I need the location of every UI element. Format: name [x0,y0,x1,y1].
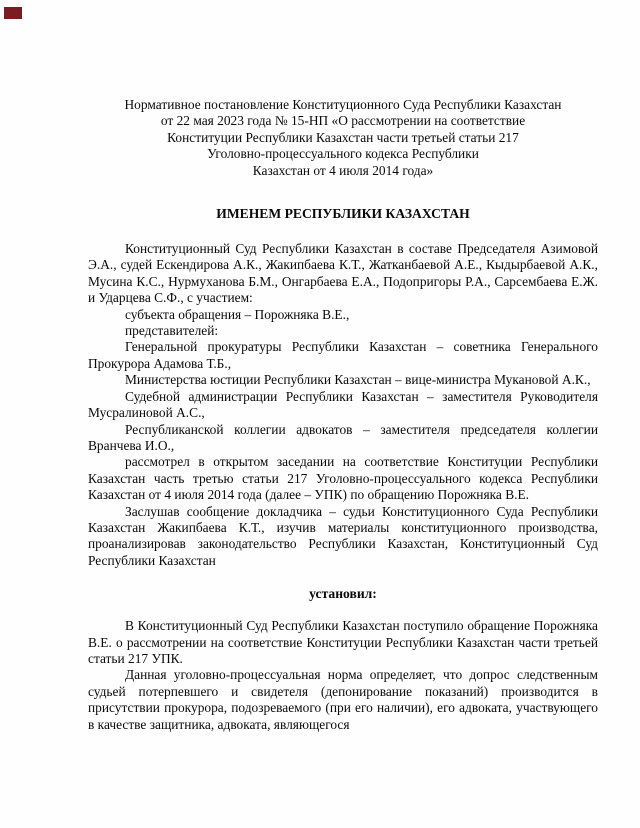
paragraph-representative-bar: Республиканской коллегии адвокатов – заместителя председателя коллегии Вранчева И.О., [88,421,598,453]
header-line: Конституции Республики Казахстан части третьей статьи 217 [167,129,519,145]
header-line: от 22 мая 2023 года № 15-НП «О рассмотрении на соответствие [160,113,526,129]
paragraph-representatives-label: представителей: [125,323,219,339]
paragraph-representative-justice: Министерства юстиции Республики Казахстан – вице-министра Мукановой А.К., [125,372,591,388]
paragraph-considered: рассмотрел в открытом заседании на соответствие Конституции Республики Казахстан часть третью статьи 217 Уголовно-процессуального кодекса Республики Казахстан от 4 июля 2014 года (далее – УПК) по обращению Порожняка В.Е. [88,454,598,503]
paragraph-representative-judicial-admin: Судебной администрации Республики Казахстан – заместителя Руководителя Мусралиновой А.С., [88,388,598,421]
ruling-heading: установил: [309,586,377,602]
corner-marker [4,7,22,19]
document-title: ИМЕНЕМ РЕСПУБЛИКИ КАЗАХСТАН [216,206,470,222]
document-body [88,241,598,733]
paragraph-ruling-1: В Конституционный Суд Республики Казахстан поступило обращение Порожняка В.Е. о рассмотрении на соответствие Конституции Республики Казахстан части третьей статьи 217 УПК. [88,618,598,666]
paragraph-representative-prosecutor: Генеральной прокуратуры Республики Казахстан – советника Генерального Прокурора Адамова Т.Б., [88,339,598,371]
document-header [88,97,598,179]
paragraph-court-composition: Конституционный Суд Республики Казахстан в составе Председателя Азимовой Э.А., судей Ескендирова А.К., Жакипбаева К.Т., Жатканбаевой А.Е., Кыдырбаевой А.К., Мусина К.С., Нурмуханова Б.М., Онгарбаева Е.А., Подопригоры Р.А., Сарсембаева Е.Ж. и Ударцева С.Ф., с участием: [88,241,598,306]
header-line: Уголовно-процессуального кодекса Республики [207,146,479,162]
paragraph-applicant: субъекта обращения – Порожняка В.Е., [125,306,350,322]
header-line: Нормативное постановление Конституционного Суда Республики Казахстан [124,97,562,112]
paragraph-ruling-2: Данная уголовно-процессуальная норма определяет, что допрос следственным судьей потерпевшего и свидетеля (депонирование показаний) производится в присутствии прокурора, подозреваемого (при его наличии), его адвоката, участвующего в качестве защитника, адвоката, являющегося [88,667,598,732]
paragraph-having-heard: Заслушав сообщение докладчика – судьи Конституционного Суда Республики Казахстан Жакипбаева К.Т., изучив материалы конституционного производства, проанализировав законодательство Республики Казахстан, Конституционный Суд Республики Казахстан [88,503,598,568]
header-line: Казахстан от 4 июля 2014 года» [252,162,434,178]
